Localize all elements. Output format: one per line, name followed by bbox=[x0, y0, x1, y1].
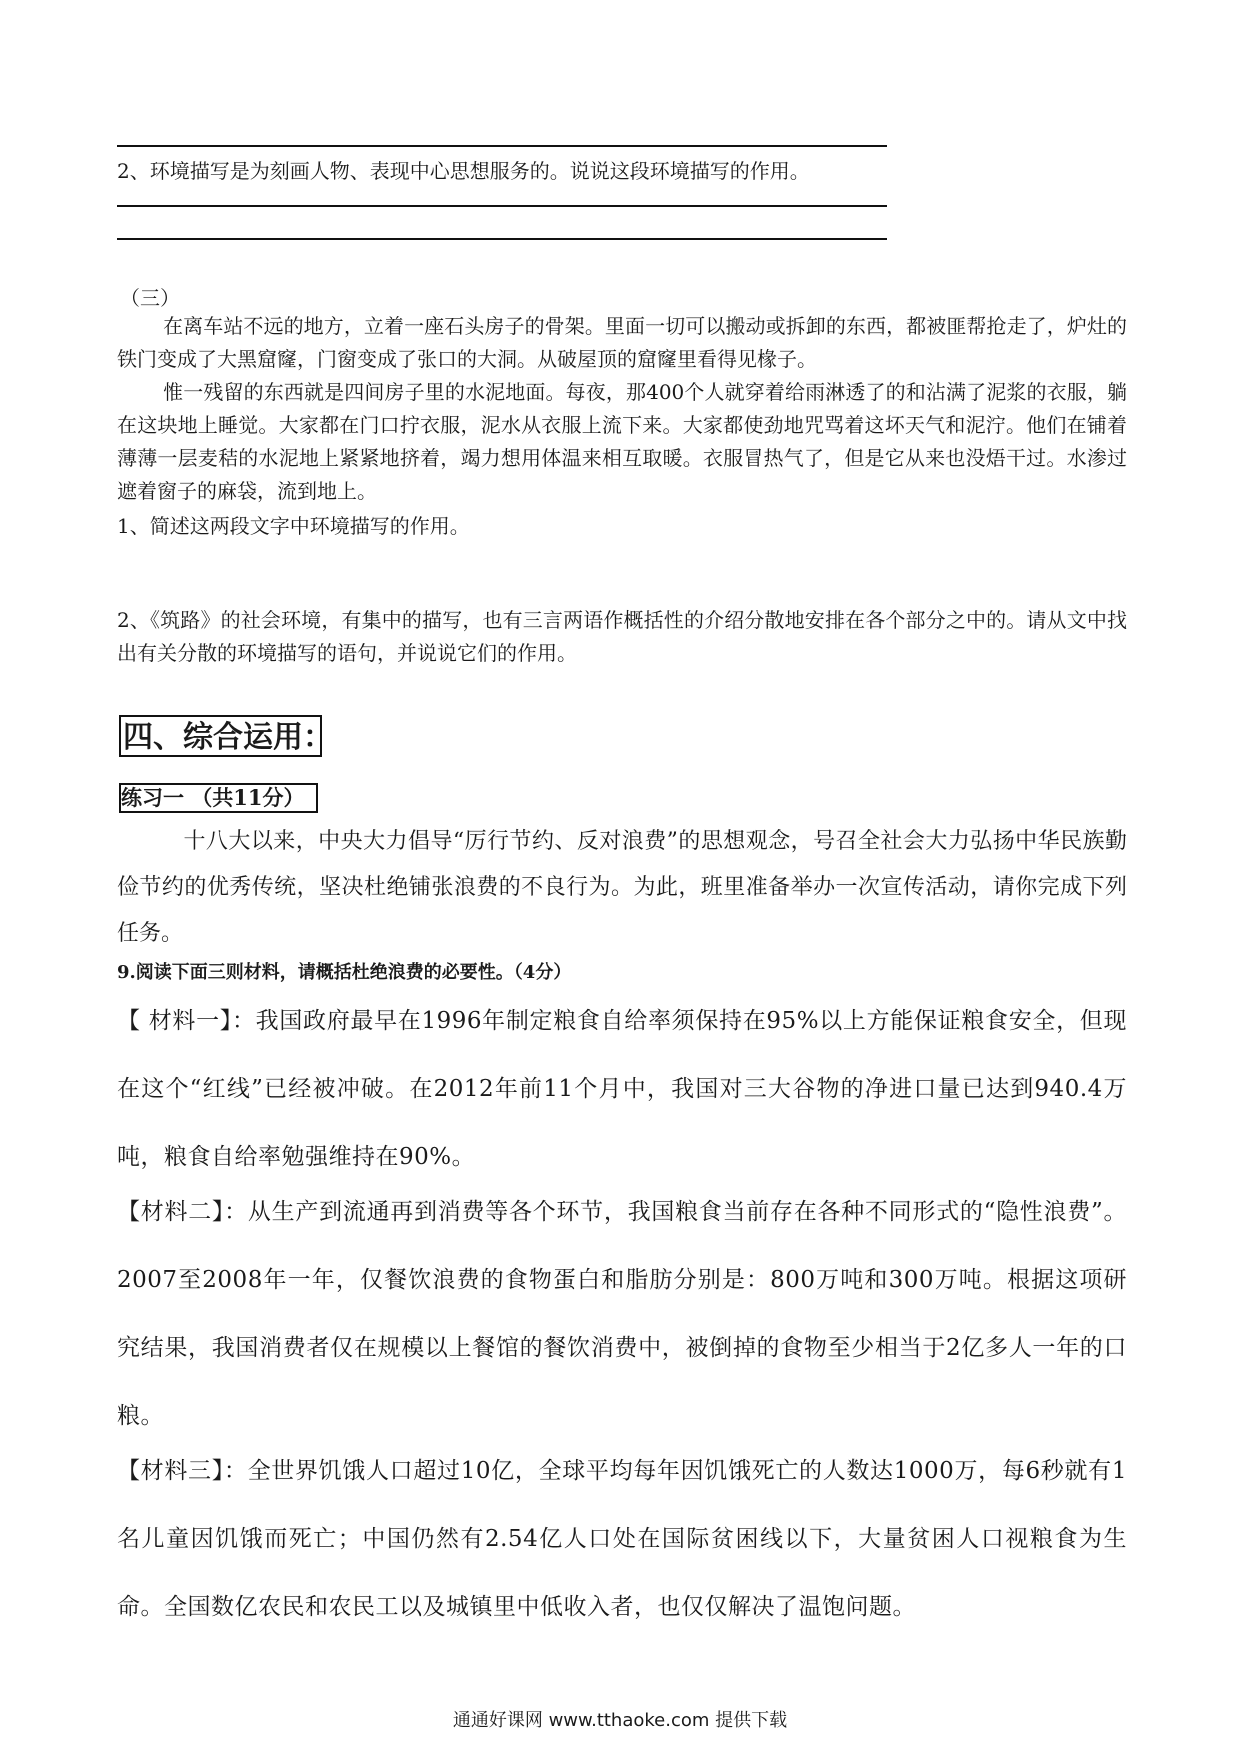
exercise-1-label: 练习一 （共11分） bbox=[119, 783, 318, 813]
section-3-question-2: 2、《筑路》的社会环境，有集中的描写，也有三言两语作概括性的介绍分散地安排在各个部分之中的。请从文中找出有关分散的环境描写的语句，并说说它们的作用。 bbox=[117, 608, 1127, 665]
material-1: 【 材料一】：我国政府最早在1996年制定粮食自给率须保持在95%以上方能保证粮食安全，但现在这个“红线”已经被冲破。在2012年前11个月中，我国对三大谷物的净进口量已达到940.4万吨，粮食自给率勉强维持在90%。 bbox=[117, 1008, 1127, 1170]
section-3-label: （三） bbox=[120, 286, 180, 310]
section-4-heading: 四、综合运用： bbox=[119, 715, 322, 757]
section-3-question-1: 1、简述这两段文字中环境描写的作用。 bbox=[117, 514, 470, 538]
answer-line-1 bbox=[117, 145, 887, 147]
question-env-2: 2、环境描写是为刻画人物、表现中心思想服务的。说说这段环境描写的作用。 bbox=[117, 159, 810, 183]
exercise-1-intro: 十八大以来，中央大力倡导“厉行节约、反对浪费”的思想观念，号召全社会大力弘扬中华民族勤俭节约的优秀传统，坚决杜绝铺张浪费的不良行为。为此，班里准备举办一次宣传活动，请你完成下列任务。 bbox=[117, 829, 1127, 946]
question-9: 9.阅读下面三则材料，请概括杜绝浪费的必要性。（4分） bbox=[117, 962, 572, 983]
section-3-paragraph-1: 在离车站不远的地方，立着一座石头房子的骨架。里面一切可以搬动或拆卸的东西，都被匪帮抢走了，炉灶的铁门变成了大黑窟窿，门窗变成了张口的大洞。从破屋顶的窟窿里看得见椽子。 bbox=[117, 314, 1127, 371]
answer-line-3 bbox=[117, 238, 887, 240]
answer-line-2 bbox=[117, 205, 887, 207]
section-3-paragraph-2: 惟一残留的东西就是四间房子里的水泥地面。每夜，那400个人就穿着给雨淋透了的和沾满了泥浆的衣服，躺在这块地上睡觉。大家都在门口拧衣服，泥水从衣服上流下来。大家都使劲地咒骂着这坏天气和泥泞。他们在铺着薄薄一层麦秸的水泥地上紧紧地挤着，竭力想用体温来相互取暖。衣服冒热气了，但是它从来也没焐干过。水渗过遮着窗子的麻袋，流到地上。 bbox=[117, 380, 1127, 503]
footer-download-note: 通通好课网 www.tthaoke.com 提供下载 bbox=[452, 1710, 788, 1731]
material-2: 【材料二】：从生产到流通再到消费等各个环节，我国粮食当前存在各种不同形式的“隐性浪费”。2007至2008年一年，仅餐饮浪费的食物蛋白和脂肪分别是：800万吨和300万吨。根据这项研究结果，我国消费者仅在规模以上餐馆的餐饮消费中，被倒掉的食物至少相当于2亿多人一年的口粮。 bbox=[117, 1199, 1127, 1429]
material-3: 【材料三】：全世界饥饿人口超过10亿，全球平均每年因饥饿死亡的人数达1000万，每6秒就有1名儿童因饥饿而死亡；中国仍然有2.54亿人口处在国际贫困线以下，大量贫困人口视粮食为生命。全国数亿农民和农民工以及城镇里中低收入者，也仅仅解决了温饱问题。 bbox=[117, 1458, 1127, 1620]
